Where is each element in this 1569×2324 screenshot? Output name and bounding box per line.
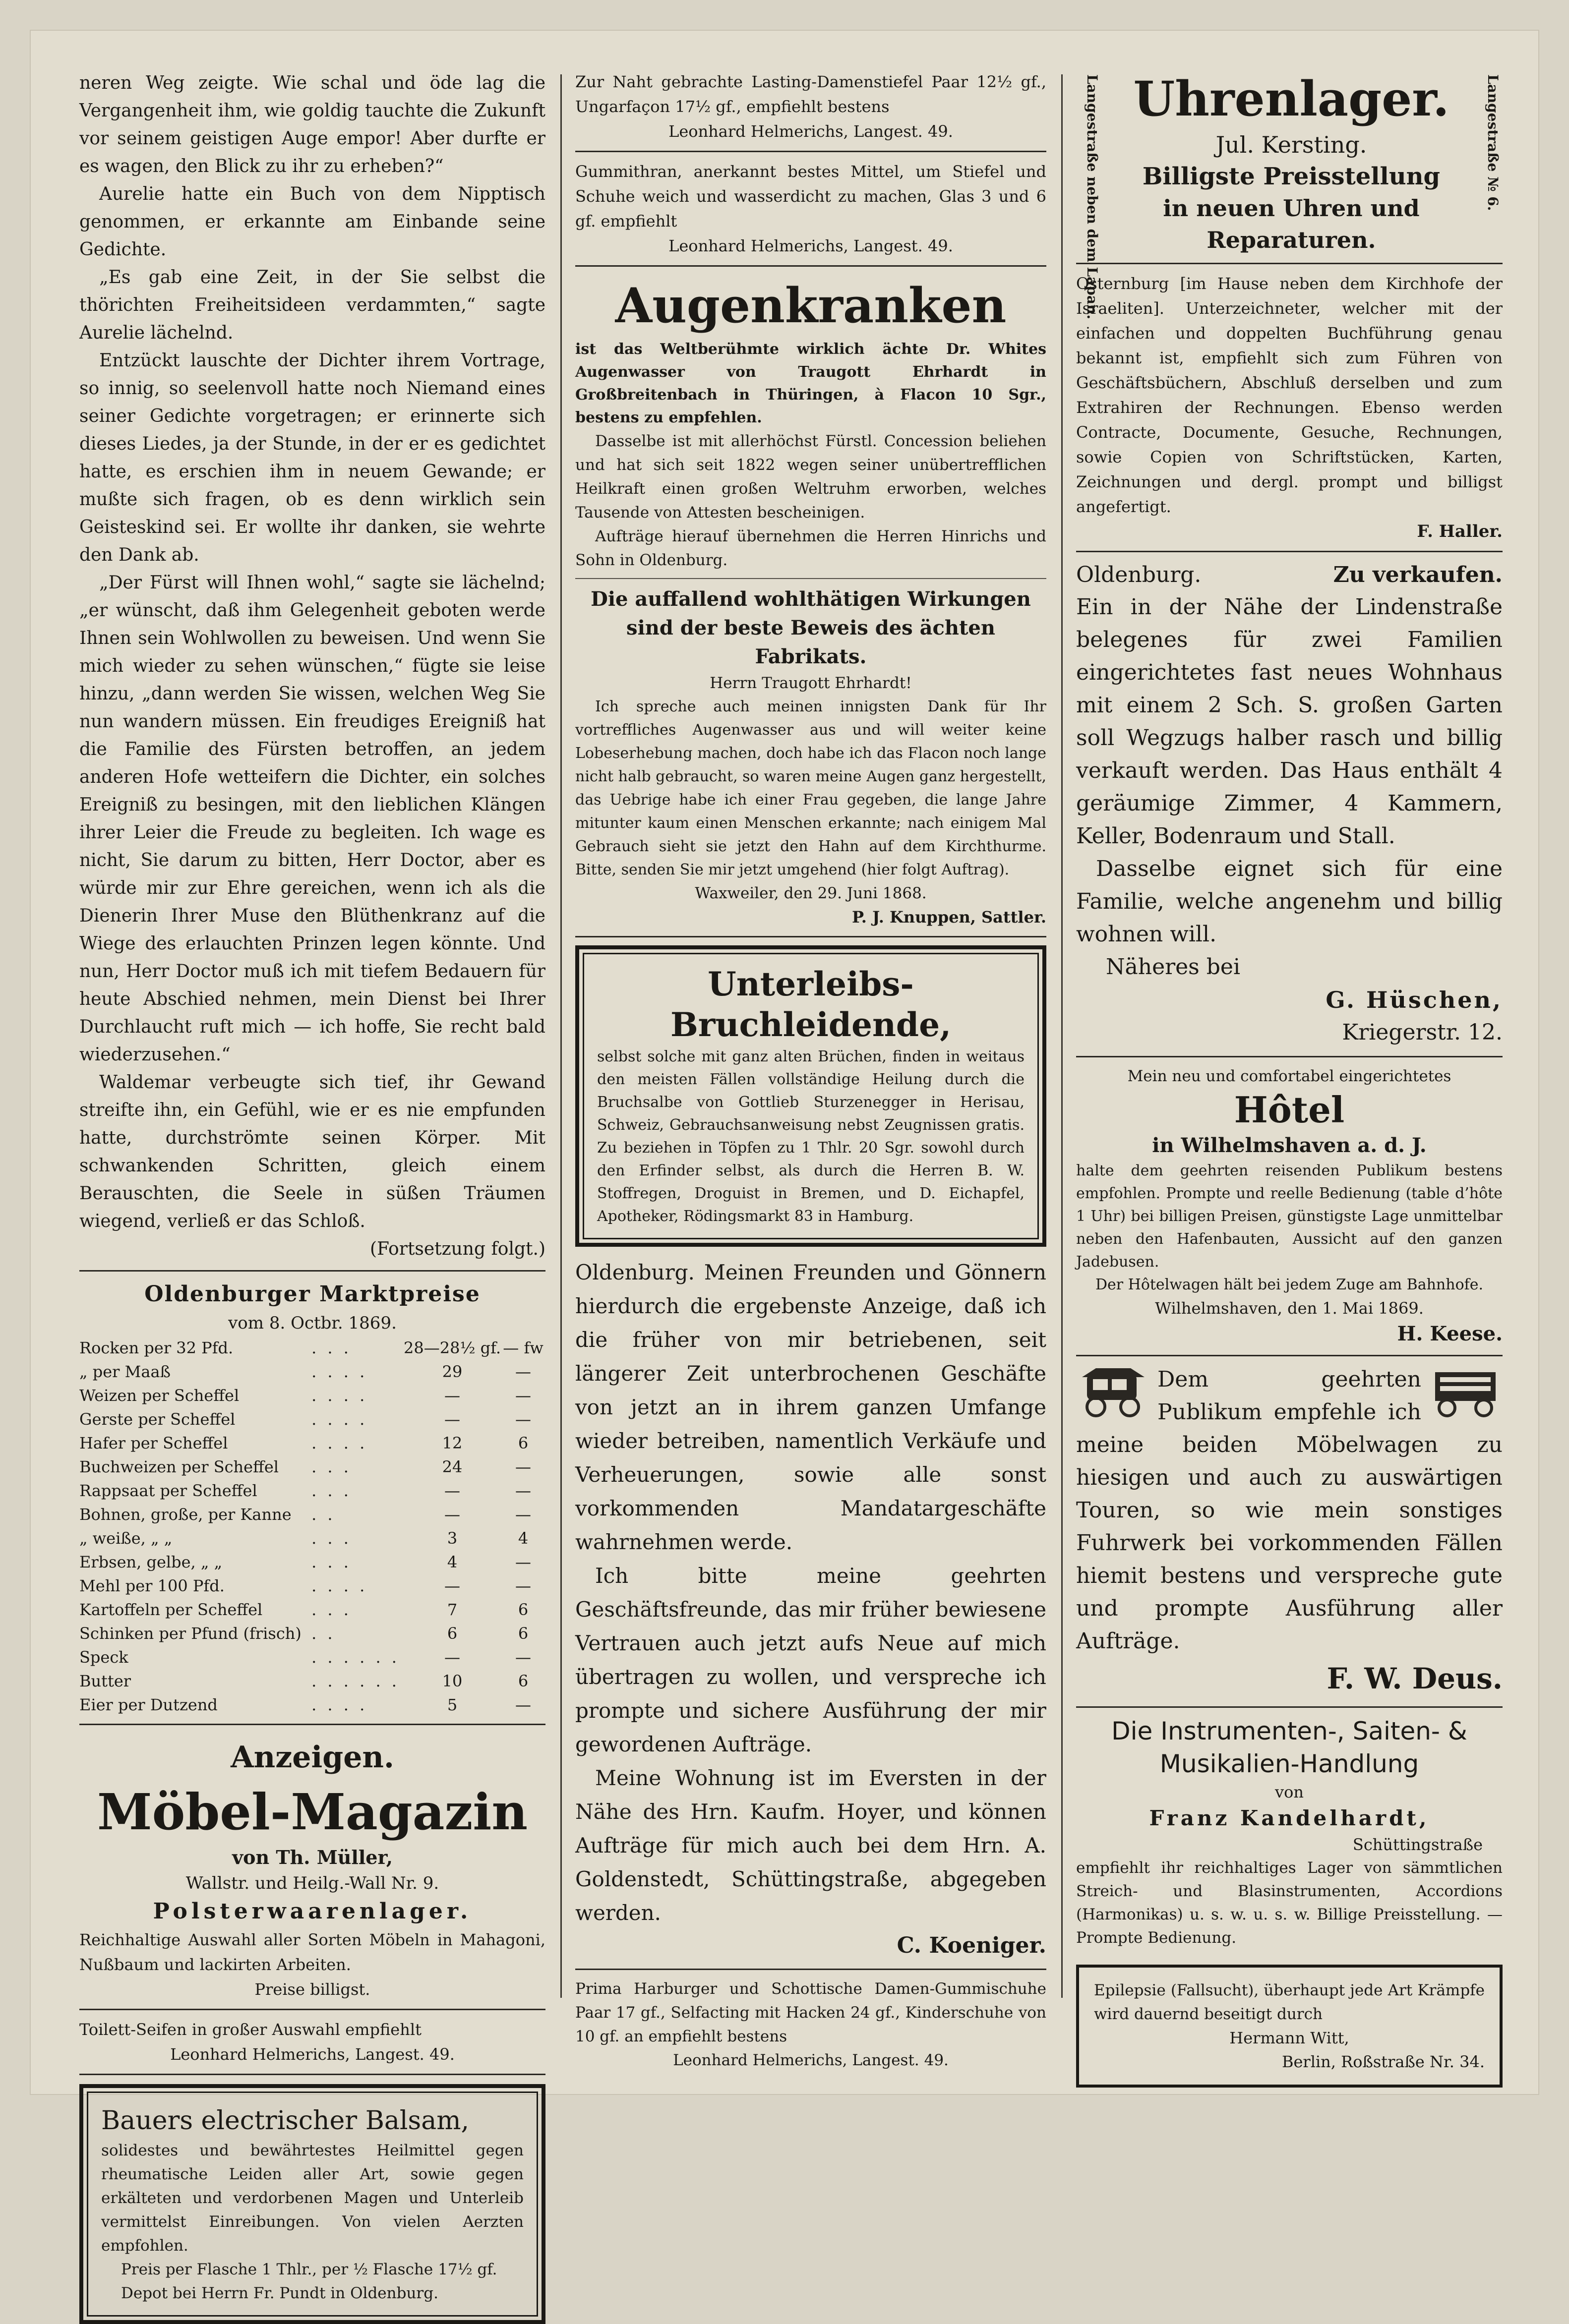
story-paragraph: Aurelie hatte ein Buch von dem Nipptisch genommen, er erkannte am Einbande seine Gedichte. [79,184,545,260]
price-value: 5 [447,1695,458,1714]
verkaufen-ad [1076,559,1503,1049]
bruch-title: Bruchleidende, [670,1005,952,1044]
koeniger-text: Ich bitte meine geehrten Geschäftsfreunde, das mir früher bewiesene Vertrauen auch jetzt aufs Neue auf mich übertragen zu wollen, und verspreche ich prompte und sichere Ausführung der mir gewordenen Aufträge. [575,1564,1046,1756]
divider [575,936,1046,937]
price-item: Kartoffeln per Scheffel [79,1600,263,1619]
divider [575,151,1046,152]
story-paragraph: „Der Fürst will Ihnen wohl,“ sagte sie lächelnd; „er wünscht, daß ihm Gelegenheit geboten werde Ihnen sein Wohlwollen zu beweisen. Und wenn Sie mich wieder zu sehen wünschen,“ fügte sie leise hinzu, „dann werden Sie wissen, welchen Weg Sie nun wandern müssen. Ein freudiges Ereigniß hat die Familie des Fürsten betroffen, an jedem anderen Hofe wetteifern die Dichter, ein solches Ereigniß zu besingen, mit den lieblichen Klängen ihrer Leier die Freude zu begleiten. Ich wage es nicht, Sie darum zu bitten, Herr Doctor, aber es würde mir zur Ehre gereichen, wenn ich als die Dienerin Ihrer Muse den Blüthenkranz auf die Wiege des erlauchten Prinzen legen könnte. Und nun, Herr Doctor muß ich mit tiefem Bedauern für heute Abschied nehmen, mein Dienst bei Ihrer Durchlaucht ruft mich — ich hoffe, Sie recht bald wiederzusehen.“ [79,573,545,1065]
story-paragraph: Waldemar verbeugte sich tief, ihr Gewand streifte ihn, ein Gefühl, wie er es nie empfunden hatte, durchströmte seinen Körper. Mit schwankenden Schritten, gleich einem Berauschten, die Seele in süßen Träumen wiegend, verließ er das Schloß. [79,1072,545,1231]
epilepsie-name: Hermann Witt, [1229,2029,1349,2047]
price-dots: . . . . [311,1695,368,1714]
price-dots: . . . . [311,1410,368,1429]
divider [79,1724,545,1725]
moebel-ad [79,1780,545,2002]
price-value-sw: — [515,1362,531,1381]
price-dots: . . [311,1505,336,1524]
price-item: Schinken per Pfund (frisch) [79,1624,302,1643]
verkaufen-heading [1076,559,1503,591]
bauers-price: Preis per Flasche 1 Thlr., per ½ Flasche 17½ gf. [121,2261,497,2278]
divider [1076,551,1503,552]
price-dots: . . . . [311,1434,368,1452]
price-value-sw: — [515,1553,531,1571]
price-dots: . . . . [311,1362,368,1381]
koeniger-text: Meine Wohnung ist im Eversten in der Nähe des Hrn. Kaufm. Hoyer, und können Aufträge für mich auch bei dem Hrn. A. Goldenstedt, Schüttingstraße, abgegeben werden. [575,1766,1046,1925]
price-row [79,1384,545,1407]
price-dots: . . . [311,1529,352,1548]
hotel-ad [1076,1064,1503,1348]
deus-ad [1076,1363,1503,1699]
price-value-sw: — [515,1648,531,1667]
hotel-place: in Wilhelmshaven a. d. J. [1152,1134,1427,1157]
deus-text: Dem geehrten Publikum empfehle ich meine beiden Möbelwagen zu hiesigen und auch zu auswärtigen Touren, so wie mein sonstiges Fuhrwerk bei vorkommenden Fällen hiemit bestens und verspreche gute und prompte Ausführung aller Aufträge. [1076,1367,1503,1654]
price-item: Butter [79,1672,131,1690]
verkaufen-signature: G. Hüschen, [1326,987,1503,1013]
uhren-side-text [1478,69,1503,268]
instr-title: Musikalien-Handlung [1159,1749,1419,1778]
middle-column [575,69,1046,2072]
hotel-signature: H. Keese. [1397,1322,1503,1345]
uhren-ad [1076,69,1503,320]
price-row [79,1455,545,1479]
harburger-ad [575,1977,1046,2072]
price-dots: . . . . [311,1386,368,1405]
price-value-sw: — [515,1576,531,1595]
epilepsie-ad [1076,1965,1503,2088]
moebel-address: Wallstr. und Heilg.-Wall Nr. 9. [185,1873,439,1893]
price-item: Speck [79,1648,128,1667]
augen-text: Dasselbe ist mit allerhöchst Fürstl. Concession beliehen und hat sich seit 1822 wegen seiner unübertrefflichen Heilkraft einen großen Weltruhm erworben, welches Tausende von Attesten bescheinigen. [575,432,1046,522]
price-row [79,1431,545,1455]
price-table [79,1336,545,1717]
price-row [79,1479,545,1503]
price-value: — [444,1576,460,1595]
price-row [79,1550,545,1574]
price-item: Gerste per Scheffel [79,1410,236,1429]
price-value-sw: — [515,1386,531,1405]
harburger-text: Prima Harburger und Schottische Damen-Gummischuhe Paar 17 gf., Selfacting mit Hacken 24 gf., Kinderschuhe von 10 gf. an empfiehlt bestens [575,1980,1046,2045]
price-dots: . . . . [311,1576,368,1595]
price-row [79,1669,545,1693]
market-prices [79,1278,545,1717]
moebel-title: Möbel-Magazin [97,1783,528,1841]
divider [575,578,1046,579]
verkaufen-title: Zu verkaufen. [1333,562,1503,587]
harburger-signature: Leonhard Helmerichs, Langest. 49. [673,2051,949,2069]
price-dots: . . . [311,1553,352,1571]
naht-text: Zur Naht gebrachte Lasting-Damenstiefel Paar 12½ gf., Ungarfaçon 17½ gf., empfiehlt bestens [575,72,1046,116]
price-item: Erbsen, gelbe, „ „ [79,1553,223,1571]
price-dots: . . . [311,1457,352,1476]
uhren-side-text [1076,69,1106,320]
hotel-title: Hôtel [1234,1089,1345,1131]
divider [1076,1355,1503,1356]
newspaper-page [30,30,1539,2302]
price-value-sw: 4 [518,1529,529,1548]
market-date: vom 8. Octbr. 1869. [228,1313,397,1333]
price-value: 24 [442,1457,463,1476]
epilepsie-text: Epilepsie (Fallsucht), überhaupt jede Art Krämpfe wird dauernd beseitigt durch [1094,1981,1485,2023]
price-value: 3 [447,1529,458,1548]
story-paragraph: Entzückt lauschte der Dichter ihrem Vortrage, so innig, so seelenvoll hatte noch Niemand eines seiner Gedichte vorgetragen; er erinnerte sich dieses Liedes, ja der Stunde, in der er es gedichtet hatte, es erschien ihm in neuem Gewande; er mußte sich fragen, ob es denn wirklich sein Geisteskind sei. Er wollte ihr danken, sie wehrte den Dank ab. [79,350,545,565]
gummi-text: Gummithran, anerkannt bestes Mittel, um Stiefel und Schuhe weich und wasserdicht zu machen, Glas 3 und 6 gf. empfiehlt [575,162,1046,231]
price-value: — [444,1648,460,1667]
bauers-depot: Depot bei Herrn Fr. Pundt in Oldenburg. [121,2284,438,2302]
hotel-intro: Mein neu und comfortabel eingerichtetes [1127,1067,1451,1085]
price-row [79,1407,545,1431]
koeniger-text: Oldenburg. Meinen Freunden und Gönnern hierdurch die ergebenste Anzeige, daß ich die früher von mir betriebenen, seit längerer Zeit unterbrochenen Geschäfte von jetzt an in ihrem ganzen Umfange wieder betreiben, namentlich Verkäufe und Verheuerungen, sowie alle sonst vorkommenden Mandatargeschäfte wahrnehmen werde. [575,1260,1046,1554]
price-value: 7 [447,1600,458,1619]
price-item: Buchweizen per Scheffel [79,1457,279,1476]
price-item: Rocken per 32 Pfd. [79,1338,234,1357]
price-row [79,1360,545,1384]
hotel-date: Wilhelmshaven, den 1. Mai 1869. [1155,1299,1424,1318]
instr-street: Schüttingstraße [1352,1835,1483,1854]
price-value-sw: 6 [518,1624,529,1643]
column-divider [1061,74,1063,1998]
uhren-owner: Jul. Kersting. [1215,131,1367,158]
price-row [79,1693,545,1717]
divider [1076,1706,1503,1708]
uhren-slogan: in neuen Uhren und Reparaturen. [1163,195,1420,253]
augen-text: Aufträge hierauf übernehmen die Herren Hinrichs und Sohn in Oldenburg. [575,527,1046,569]
gummi-ad [575,159,1046,258]
price-value-sw: — [515,1410,531,1429]
price-item: „ weiße, „ „ [79,1529,173,1548]
uhren-slogan: Billigste Preisstellung [1142,163,1441,190]
price-row [79,1526,545,1550]
moebel-subtitle: Polsterwaarenlager. [153,1899,472,1924]
price-row [79,1622,545,1645]
augen-ad [575,274,1046,929]
instr-von: von [1275,1783,1304,1801]
verkaufen-text: Ein in der Nähe der Lindenstraße belegenes für zwei Familien eingerichtetes fast neues Wohnhaus mit einem 2 Sch. S. großen Garten soll Wegzugs halber rasch und billig verkauft werden. Das Haus enthält 4 geräumige Zimmer, 4 Kammern, Keller, Bodenraum und Stall. [1076,594,1503,849]
price-dots: . . [311,1624,336,1643]
price-value: — [444,1481,460,1500]
moebel-owner: von Th. Müller, [232,1846,393,1868]
augen-place: Waxweiler, den 29. Juni 1868. [695,884,927,902]
price-value-sw: 6 [518,1434,529,1452]
moebel-text: Reichhaltige Auswahl aller Sorten Möbeln in Mahagoni, Nußbaum und lackirten Arbeiten. [79,1930,545,1974]
price-row [79,1645,545,1669]
price-value: 4 [447,1553,458,1571]
hotel-wagon: Der Hôtelwagen hält bei jedem Zuge am Bahnhofe. [1095,1276,1484,1293]
price-dots: . . . [311,1481,352,1500]
moebel-price: Preise billigst. [254,1980,370,1999]
price-item: Mehl per 100 Pfd. [79,1576,225,1595]
uhren-side-right: Langestraße № 6. [1485,74,1501,211]
price-value: 6 [447,1624,458,1643]
left-column [79,69,545,2324]
divider [1076,1056,1503,1057]
price-value: 10 [442,1672,463,1690]
price-value: — [444,1386,460,1405]
price-item: Hafer per Scheffel [79,1434,228,1452]
price-value-sw: — [515,1505,531,1524]
price-item: Rappsaat per Scheffel [79,1481,257,1500]
price-dots: . . . [311,1600,352,1619]
divider [575,265,1046,267]
augen-subhead: Die auffallend wohlthätigen Wirkungen sind der beste Beweis des ächten Fabrikats. [591,587,1031,668]
price-value-sw: 6 [518,1672,529,1690]
price-value-sw: — fw [503,1338,543,1357]
naht-signature: Leonhard Helmerichs, Langest. 49. [668,122,953,141]
toilett-text: Toilett-Seifen in großer Auswahl empfiehlt [79,2020,422,2039]
naht-ad [575,69,1046,144]
augen-signature: P. J. Knuppen, Sattler. [852,908,1046,927]
market-title: Oldenburger Marktpreise [144,1281,481,1307]
verkaufen-place: Oldenburg. [1076,562,1202,587]
column-divider [560,74,562,1998]
price-dots: . . . . . . [311,1672,400,1690]
divider [79,1270,545,1272]
bruch-ad [575,945,1046,1247]
price-value-sw: — [515,1457,531,1476]
story-paragraph: neren Weg zeigte. Wie schal und öde lag die Vergangenheit ihm, wie goldig tauchte die Zukunft vor seinem geistigen Auge empor! Aber durfte er es wagen, den Blick zu ihr zu erheben?“ [79,73,545,176]
koeniger-ad [575,1256,1046,1962]
price-dots: . . . . . . [311,1648,400,1667]
price-dots: . . . [311,1338,352,1357]
divider [79,2074,545,2075]
augen-testimonial: Ich spreche auch meinen innigsten Dank für Ihr vortreffliches Augenwasser aus und will weiter keine Lobeserhebung machen, doch habe ich das Flacon noch lange nicht halb gebraucht, so waren meine Augen ganz hergestellt, das Uebrige habe ich einer Frau gegeben, die lange Jahre mitunter kaum einen Menschen erkannte; nach einigem Mal Gebrauch sieht sie jetzt den Hahn auf dem Kirchthurme. Bitte, senden Sie mir jetzt umgehend (hier folgt Auftrag). [575,698,1046,878]
augen-greeting: Herrn Traugott Ehrhardt! [710,674,912,692]
price-row [79,1503,545,1526]
toilett-signature: Leonhard Helmerichs, Langest. 49. [170,2045,455,2064]
price-row [79,1574,545,1598]
bruch-title: Unterleibs- [708,965,914,1003]
instr-name: Franz Kandelhardt, [1149,1806,1430,1830]
gummi-signature: Leonhard Helmerichs, Langest. 49. [668,236,953,255]
toilett-ad [79,2017,545,2067]
epilepsie-address: Berlin, Roßstraße Nr. 34. [1281,2052,1485,2071]
story-paragraph: „Es gab eine Zeit, in der Sie selbst die thörichten Freiheitsideen verdammten,“ sagte Aurelie lächelnd. [79,267,545,343]
bauers-title: Bauers electrischer Balsam, [101,2106,470,2136]
bauers-text: solidestes und bewährtestes Heilmittel gegen rheumatische Leiden aller Art, sowie gegen erkälteten und verdorbenen Magen und Unterleib vermittelst Einreibungen. Von vielen Aerzten empfohlen. [101,2142,524,2255]
divider [575,1969,1046,1970]
hotel-text: halte dem geehrten reisenden Publikum bestens empfohlen. Prompte und reelle Bedienung (table d’hôte 1 Uhr) bei billigen Preisen, günstigste Lage unmittelbar neben den Hafenbauten, Aussicht auf den ganzen Jadebusen. [1076,1162,1503,1271]
price-row [79,1336,545,1360]
price-value: — [444,1410,460,1429]
serial-story [79,69,545,1263]
augen-lead: ist das Weltberühmte wirklich ächte Dr. Whites Augenwasser von Traugott Ehrhardt in Großbreitenbach in Thüringen, à Flacon 10 Sgr., bestens zu empfehlen. [575,341,1046,426]
haller-signature: F. Haller. [1417,522,1503,541]
price-value-sw: — [515,1481,531,1500]
price-value-sw: — [515,1695,531,1714]
uhren-side-left: Langestraße neben dem Lapan. [1084,74,1100,320]
price-value: 29 [442,1362,463,1381]
instrumenten-ad [1076,1715,1503,1950]
price-item: Eier per Dutzend [79,1695,218,1714]
price-value-sw: 6 [518,1600,529,1619]
verkaufen-text: Dasselbe eignet sich für eine Familie, welche angenehm und billig wohnen will. [1076,856,1503,947]
uhren-title: Uhrenlager. [1133,71,1449,127]
divider [79,2009,545,2010]
price-item: Weizen per Scheffel [79,1386,240,1405]
price-value: 28—28½ gf. [404,1338,501,1357]
deus-signature: F. W. Deus. [1327,1662,1503,1695]
price-row [79,1598,545,1622]
instr-title: Die Instrumenten-, Saiten- & [1111,1717,1467,1745]
price-item: Bohnen, große, per Kanne [79,1505,292,1524]
haller-text: Osternburg [im Hause neben dem Kirchhofe der Israeliten]. Unterzeichneter, welcher mit der einfachen und doppelten Buchführung genau bekannt ist, empfiehlt sich zum Führen von Geschäftsbüchern, Abschluß derselben und zum Extrahiren der Rechnungen. Ebenso werden Contracte, Documente, Gesuche, Rechnungen, sowie Copien von Schriftstücken, Karten, Zeichnungen und dergl. prompt und billigst angefertigt. [1076,274,1503,516]
price-value: — [444,1505,460,1524]
price-item: „ per Maaß [79,1362,171,1381]
bruch-text: selbst solche mit ganz alten Brüchen, finden in weitaus den meisten Fällen vollständige Heilung durch die Bruchsalbe von Gottlieb Sturzenegger in Herisau, Schweiz, Gebrauchsanweisung nebst Zeugnissen gratis. Zu beziehen in Töpfen zu 1 Thlr. 20 Sgr. sowohl durch den Erfinder selbst, als durch die Herren B. W. Stoffregen, Droguist in Bremen, und D. Eichapfel, Apotheker, Rödingsmarkt 83 in Hamburg. [597,1048,1025,1225]
divider [1076,263,1503,264]
coach-illustration [1076,1363,1150,1418]
anzeigen-title: Anzeigen. [231,1740,394,1775]
koeniger-signature: C. Koeniger. [897,1933,1046,1958]
haller-ad [1076,271,1503,544]
bauers-ad [79,2084,545,2324]
instr-text: empfiehlt ihr reichhaltiges Lager von sämmtlichen Streich- und Blasinstrumenten, Accordions (Harmonikas) u. s. w. u. s. w. Billige Preisstellung. — Prompte Bedienung. [1076,1859,1503,1947]
wagon-illustration [1428,1363,1503,1418]
augen-title: Augenkranken [615,278,1007,334]
verkaufen-address: Kriegerstr. 12. [1342,1020,1503,1045]
verkaufen-more: Näheres bei [1106,954,1241,980]
story-continuation: (Fortsetzung folgt.) [370,1239,545,1259]
price-value: 12 [442,1434,463,1452]
right-column [1076,69,1503,2088]
